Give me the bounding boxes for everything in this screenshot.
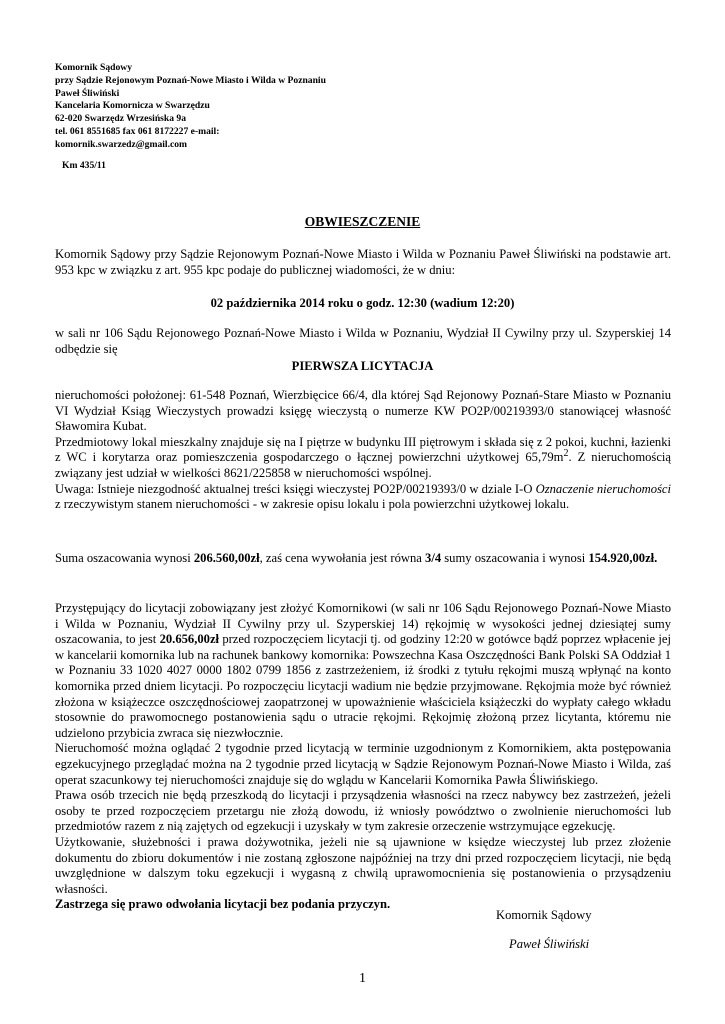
header-email: komornik.swarzedz@gmail.com: [55, 138, 188, 150]
header-line: Paweł Śliwiński: [55, 87, 120, 99]
intro-text: Komornik Sądowy przy Sądzie Rejonowym Poznań-Nowe Miasto i Wilda w Poznaniu Paweł Śliwiński na podstawie art. 953 kpc w związku z art. 955 kpc podaje do publicznej wiadomości, że w dniu:: [55, 247, 671, 277]
signature-role: Komornik Sądowy: [496, 908, 592, 922]
property-description: Przedmiotowy lokal mieszkalny znajduje się na I piętrze w budynku III piętrowym i składa się z 2 pokoi, kuchni, łazienki z WC i korytarza oraz pomieszczenia gospodarczego o łącznej powierzchni użytkowej $65,79m^2$. Z nieruchomością związany jest udział w wielkości 8621/225858 w nieruchomości wspólnej.: [55, 434, 671, 480]
call-fraction: 3/4: [425, 551, 442, 565]
header-line: Komornik Sądowy: [55, 62, 133, 73]
auction-date: 02 października 2014 roku o godz. 12:30 (wadium 12:20): [210, 296, 515, 310]
third-party-paragraph: Prawa osób trzecich nie będą przeszkodą do licytacji i przysądzenia własności na rzecz nabywcy bez zastrzeżeń, jeżeli osoby te przed rozpoczęciem przetargu nie złożą dowodu, iż wniosły powództwo o zwolnienie nieruchomości lub przedmiotów razem z nią zajętych od egzekucji i uzyskały w tym zakresie orzeczenie wstrzymujące egzekucję.: [55, 788, 671, 834]
valuation-paragraph: Suma oszacowania wynosi 206.560,00zł, zaś cena wywołania jest równa 3/4 sumy oszacowania i wynosi 154.920,00zł.: [55, 551, 658, 565]
header-line: 62-020 Swarzędz Wrzesińska 9a: [55, 113, 187, 125]
deposit-paragraph: Przystępujący do licytacji zobowiązany jest złożyć Komornikowi (w sali nr 106 Sądu Rejonowego Poznań-Nowe Miasto i Wilda w Poznaniu, Wydział II Cywilny przy ul. Szyperskiej 14) rękojmię w wysokości jednej dziesiątej sumy oszacowania, to jest 20.656,00zł przed rozpoczęciem licytacji tj. od godziny 12:20 w gotówce bądź poprzez wpłacenie jej w kancelarii komornika lub na rachunek bankowy komornika: Powszechna Kasa Oszczędności Bank Polski SA Oddział 1 w Poznaniu 33 1020 4027 0000 1802 0799 1856 z zastrzeżeniem, iż środki z tytułu rękojmi muszą wpłynąć na konto komornika przed dniem licytacji. Po rozpoczęciu licytacji wadium nie będzie przyjmowane. Rękojmia może być również złożona w książeczce oszczędnościowej zaopatrzonej w upoważnienie właściciela książeczki do wypłaty całego wkładu stosownie do prawomocnego postanowienia sądu o utracie rękojmi. Rękojmię złożoną przez licytanta, któremu nie udzielono przybicia zwraca się niezwłocznie.: [55, 601, 671, 740]
reservation-paragraph: Zastrzega się prawo odwołania licytacji bez podania przyczyn.: [55, 897, 391, 912]
valuation-amount: 206.560,00zł: [193, 551, 260, 565]
conditions-section: [55, 601, 671, 913]
viewing-paragraph: Nieruchomość można oglądać 2 tygodnie przed licytacją w terminie uzgodnionym z Komornikiem, akta postępowania egzekucyjnego przeglądać można na 2 tygodnie przed licytacją w Sądzie Rejonowym Poznań-Nowe Miasto i Wilda, zaś operat szacunkowy tej nieruchomości znajduje się do wglądu w Kancelarii Komornika Pawła Śliwińskiego.: [55, 741, 671, 787]
deposit-amount: 20.656,00zł: [159, 632, 220, 647]
land-register-note: Uwaga: Istnieje niezgodność aktualnej treści księgi wieczystej PO2P/00219393/0 w dziale I-O Oznaczenie nieruchomości z rzeczywistym stanem nieruchomości - w zakresie opisu lokalu i pola powierzchni użytkowej lokalu.: [55, 481, 671, 512]
property-section: [55, 388, 671, 513]
header-line: przy Sądzie Rejonowym Poznań-Nowe Miasto i Wilda w Poznaniu: [55, 74, 326, 86]
usage-paragraph: Użytkowanie, służebności i prawa dożywotnika, jeżeli nie są ujawnione w księdze wieczystej lub przez złożenie dokumentu do zbioru dokumentów i nie zostaną zgłoszone najpóźniej na trzy dni przed rozpoczęciem licytacji, nie będą uwzględnione w dalszym toku egzekucji i wygasną z chwilą uprawomocnienia się postanowienia o przysądzeniu własności.: [55, 834, 671, 896]
venue-paragraph: [55, 326, 671, 357]
intro-paragraph: [55, 247, 671, 278]
note-italic: Oznaczenie nieruchomości: [535, 481, 671, 496]
case-number: Km 435/11: [62, 160, 106, 171]
header-line: tel. 061 8551685 fax 061 8172227 e-mail:: [55, 125, 220, 137]
signature-name: Paweł Śliwiński: [509, 937, 590, 951]
page-number: 1: [359, 971, 366, 986]
bailiff-header: [55, 62, 326, 152]
auction-title: PIERWSZA LICYTACJA: [291, 359, 434, 373]
header-line: Kancelaria Komornicza w Swarzędzu: [55, 100, 210, 112]
call-price: 154.920,00zł.: [588, 551, 658, 565]
document-title: OBWIESZCZENIE: [304, 214, 421, 229]
venue-text: w sali nr 106 Sądu Rejonowego Poznań-Nowe Miasto i Wilda w Poznaniu, Wydział II Cywilny przy ul. Szyperskiej 14 odbędzie się: [55, 326, 671, 356]
property-location: nieruchomości położonej: 61-548 Poznań, Wierzbięcice 66/4, dla której Sąd Rejonowy Poznań-Stare Miasto w Poznaniu VI Wydział Ksiąg Wieczystych prowadzi księgę wieczystą o numerze KW PO2P/00219393/0 stanowiącej własność Sławomira Kubat.: [55, 388, 671, 434]
area-superscript: 2: [563, 448, 569, 460]
